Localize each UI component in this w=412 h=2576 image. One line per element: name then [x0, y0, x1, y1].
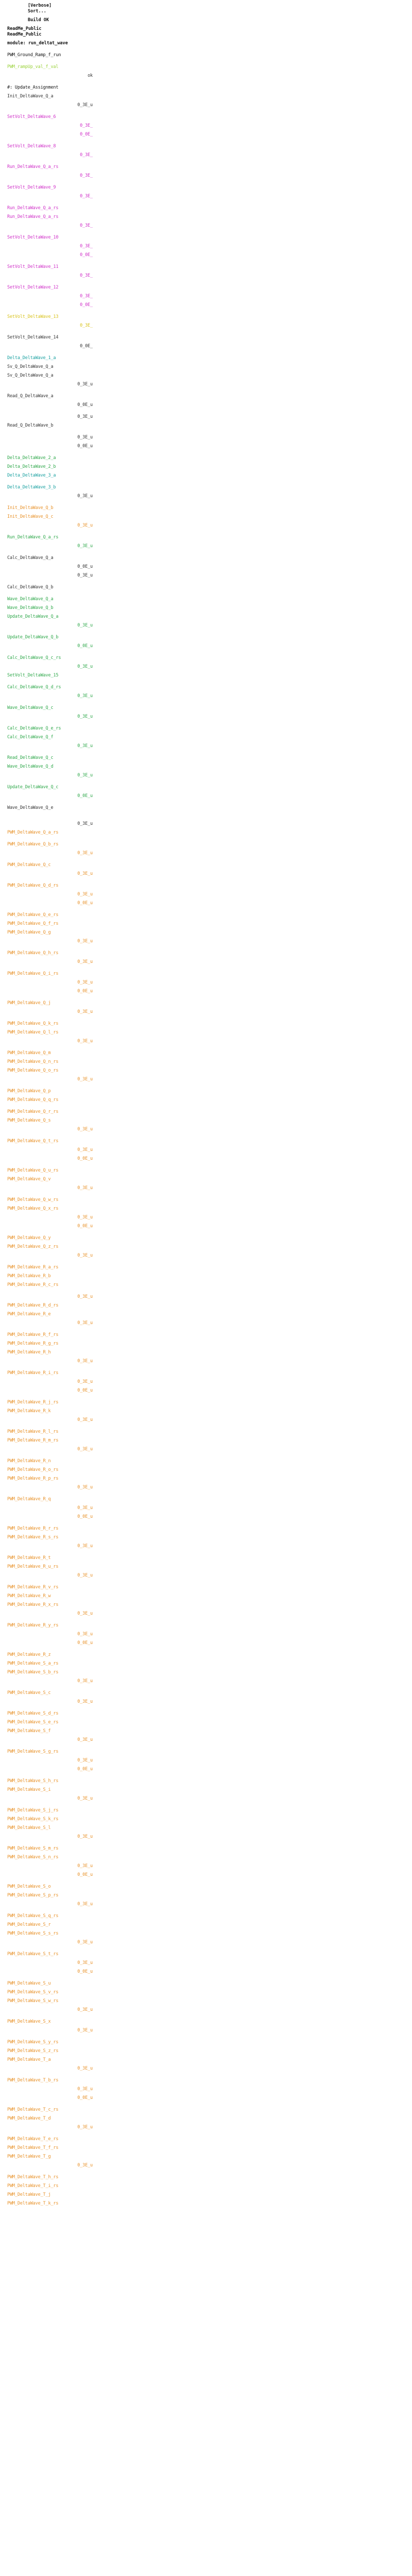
log-entry: 0_3E_u	[77, 1505, 93, 1511]
log-entry: 0_3E_u	[77, 1417, 93, 1422]
log-entry: Wave_DeltaWave_Q_b	[7, 605, 54, 611]
log-entry: Init_DeltaWave_Q_c	[7, 514, 54, 519]
log-entry: 0_0E_u	[77, 1767, 93, 1772]
log-entry: 0_3E_	[80, 194, 93, 199]
log-header-line: ReadMe_Public	[7, 32, 42, 37]
log-header-line: module: run_deltat_wave	[7, 41, 68, 46]
log-entry: Update_DeltaWave_Q_a	[7, 614, 59, 619]
log-entry: 0_0E_	[80, 344, 93, 349]
log-entry: 0_0E_u	[77, 564, 93, 569]
log-entry: 0_3E_u	[77, 2125, 93, 2130]
log-entry: PWM_DeltaWave_T_g	[7, 2154, 51, 2159]
log-entry: PWM_DeltaWave_R_k	[7, 1409, 51, 1414]
log-entry: PWM_DeltaWave_S_j_rs	[7, 1808, 59, 1813]
log-entry: 0_3E_u	[77, 693, 93, 699]
log-entry: 0_3E_u	[77, 414, 93, 419]
log-entry: SetVolt_DeltaWave_14	[7, 335, 59, 340]
log-entry: PWM_DeltaWave_R_j_rs	[7, 1400, 59, 1405]
log-entry: PWM_DeltaWave_S_u	[7, 1981, 51, 1986]
log-entry: PWM_DeltaWave_Q_b_rs	[7, 842, 59, 847]
log-entry: PWM_DeltaWave_R_n	[7, 1459, 51, 1464]
log-entry: Calc_DeltaWave_Q_f	[7, 735, 54, 740]
log-entry: SetVolt_DeltaWave_12	[7, 285, 59, 290]
log-entry: 0_0E_u	[77, 1156, 93, 1161]
log-entry: PWM_DeltaWave_Q_v	[7, 1177, 51, 1182]
log-entry: PWM_DeltaWave_Q_f_rs	[7, 921, 59, 926]
log-entry: 0_3E_u	[77, 1573, 93, 1578]
log-entry: 0_3E_u	[77, 1544, 93, 1549]
log-entry: PWM_DeltaWave_R_o_rs	[7, 1467, 59, 1472]
log-entry: 0_0E_	[80, 132, 93, 137]
log-entry: PWM_DeltaWave_Q_l_rs	[7, 1030, 59, 1035]
log-entry: Sv_Q_DeltaWave_Q_a	[7, 373, 54, 378]
log-entry: 0_3E_u	[77, 1320, 93, 1326]
log-entry: SetVolt_DeltaWave_8	[7, 144, 56, 149]
log-entry: Delta_DeltaWave_1_a	[7, 355, 56, 361]
log-entry: 0_3E_u	[77, 1485, 93, 1490]
log-entry: SetVolt_DeltaWave_10	[7, 235, 59, 240]
log-entry: PWM_DeltaWave_S_h_rs	[7, 1778, 59, 1784]
log-entry: 0_3E_	[80, 223, 93, 228]
log-entry: PWM_DeltaWave_Q_e_rs	[7, 912, 59, 918]
log-entry: 0_3E_u	[77, 1379, 93, 1384]
log-entry: 0_3E_u	[77, 2028, 93, 2033]
log-entry: 0_3E_u	[77, 939, 93, 944]
log-entry: PWM_DeltaWave_T_a	[7, 2057, 51, 2062]
log-entry: 0_0E_u	[77, 1224, 93, 1229]
log-entry: PWM_DeltaWave_R_h	[7, 1350, 51, 1355]
log-entry: Delta_DeltaWave_2_b	[7, 464, 56, 469]
log-entry: PWM_DeltaWave_R_g_rs	[7, 1341, 59, 1346]
log-entry: PWM_DeltaWave_S_x	[7, 2019, 51, 2024]
log-entry: 0_3E_u	[77, 1127, 93, 1132]
log-entry: 0_0E_u	[77, 1872, 93, 1877]
log-entry: 0_3E_u	[77, 851, 93, 856]
log-entry: 0_3E_u	[77, 1960, 93, 1965]
log-entry: PWM_DeltaWave_R_t	[7, 1555, 51, 1561]
log-entry: Calc_DeltaWave_Q_a	[7, 555, 54, 561]
log-entry: 0_0E_u	[77, 793, 93, 799]
log-entry: PWM_DeltaWave_Q_y	[7, 1235, 51, 1241]
log-entry: Update_DeltaWave_Q_b	[7, 635, 59, 640]
log-entry: PWM_DeltaWave_Q_w_rs	[7, 1197, 59, 1202]
log-entry: 0_3E_u	[77, 103, 93, 108]
log-entry: 0_0E_u	[77, 989, 93, 994]
log-entry: 0_3E_u	[77, 1632, 93, 1637]
log-entry: PWM_DeltaWave_Q_n_rs	[7, 1059, 59, 1064]
log-entry: 0_3E_u	[77, 743, 93, 749]
log-entry: PWM_DeltaWave_R_z	[7, 1652, 51, 1657]
log-entry: 0_3E_u	[77, 1737, 93, 1742]
log-entry: 0_3E_u	[77, 1796, 93, 1801]
log-entry: PWM_DeltaWave_T_b_rs	[7, 2078, 59, 2083]
log-entry: PWM_DeltaWave_S_p_rs	[7, 1893, 59, 1898]
log-entry: 0_3E_	[80, 294, 93, 299]
log-entry: SetVolt_DeltaWave_9	[7, 185, 56, 190]
log-entry: PWM_DeltaWave_S_a_rs	[7, 1661, 59, 1666]
log-entry: PWM_DeltaWave_Q_k_rs	[7, 1021, 59, 1026]
log-entry: PWM_DeltaWave_Q_r_rs	[7, 1109, 59, 1114]
log-entry: 0_3E_u	[77, 1215, 93, 1220]
log-entry: 0_3E_u	[77, 2007, 93, 2012]
log-entry: Run_DeltaWave_Q_a_rs	[7, 214, 59, 219]
log-entry: 0_0E_u	[77, 1388, 93, 1393]
log-entry: PWM_DeltaWave_R_s_rs	[7, 1535, 59, 1540]
log-entry: Wave_DeltaWave_Q_a	[7, 597, 54, 602]
log-entry: PWM_DeltaWave_R_l_rs	[7, 1429, 59, 1434]
log-entry: Init_DeltaWave_Q_b	[7, 505, 54, 511]
log-entry: PWM_DeltaWave_Q_o_rs	[7, 1068, 59, 1073]
log-entry: PWM_DeltaWave_Q_j	[7, 1001, 51, 1006]
log-entry: 0_3E_u	[77, 871, 93, 876]
log-entry: PWM_DeltaWave_R_d_rs	[7, 1303, 59, 1308]
log-entry: PWM_DeltaWave_S_s_rs	[7, 1931, 59, 1936]
log-entry: PWM_DeltaWave_Q_i_rs	[7, 971, 59, 976]
log-entry: PWM_DeltaWave_R_a_rs	[7, 1265, 59, 1270]
log-entry: PWM_DeltaWave_Q_q_rs	[7, 1097, 59, 1103]
log-entry: 0_0E_u	[77, 402, 93, 408]
log-header-line: Sort...	[28, 9, 46, 14]
log-entry: 0_3E_u	[77, 544, 93, 549]
log-entry: Sv_Q_DeltaWave_Q_a	[7, 364, 54, 369]
output-log	[7, 3, 95, 2210]
log-entry: SetVolt_DeltaWave_13	[7, 314, 59, 319]
log-entry: 0_3E_	[80, 123, 93, 128]
log-entry: PWM_DeltaWave_S_i	[7, 1787, 51, 1792]
log-entry: PWM_DeltaWave_R_b	[7, 1274, 51, 1279]
log-entry: PWM_DeltaWave_S_q_rs	[7, 1913, 59, 1919]
log-entry: 0_3E_	[80, 323, 93, 328]
log-entry: PWM_DeltaWave_T_i_rs	[7, 2183, 59, 2189]
log-entry: PWM_DeltaWave_S_r	[7, 1922, 51, 1927]
log-entry: PWM_DeltaWave_Q_a_rs	[7, 830, 59, 835]
log-entry: Calc_DeltaWave_Q_b	[7, 585, 54, 590]
log-entry: PWM_DeltaWave_T_h_rs	[7, 2175, 59, 2180]
log-entry: 0_3E_u	[77, 664, 93, 669]
log-entry: 0_3E_u	[77, 1447, 93, 1452]
log-entry: Delta_DeltaWave_3_b	[7, 485, 56, 490]
log-entry: 0_3E_u	[77, 573, 93, 578]
log-entry: 0_3E_	[80, 173, 93, 178]
log-entry: #: Update_Assignment	[7, 85, 59, 90]
log-entry: 0_0E_u	[77, 643, 93, 649]
log-entry: PWM_DeltaWave_T_e_rs	[7, 2137, 59, 2142]
log-entry: Delta_DeltaWave_3_a	[7, 473, 56, 478]
log-entry: PWM_DeltaWave_S_z_rs	[7, 2048, 59, 2054]
log-entry: PWM_DeltaWave_R_f_rs	[7, 1332, 59, 1337]
log-entry: PWM_DeltaWave_Q_c	[7, 862, 51, 868]
log-entry: PWM_DeltaWave_S_m_rs	[7, 1846, 59, 1851]
log-entry: PWM_DeltaWave_S_b_rs	[7, 1670, 59, 1675]
log-entry: 0_3E_u	[77, 2087, 93, 2092]
log-entry: PWM_DeltaWave_Q_m	[7, 1050, 51, 1056]
log-entry: Calc_DeltaWave_Q_c_rs	[7, 655, 61, 660]
log-entry: 0_3E_u	[77, 623, 93, 628]
log-entry: PWM_DeltaWave_T_k_rs	[7, 2201, 59, 2206]
log-entry: PWM_DeltaWave_T_d	[7, 2116, 51, 2121]
log-entry: 0_3E_u	[77, 714, 93, 719]
log-entry: 0_3E_u	[77, 2163, 93, 2168]
log-entry: 0_3E_u	[77, 1294, 93, 1299]
log-entry: 0_3E_u	[77, 1902, 93, 1907]
log-entry: PWM_DeltaWave_R_i_rs	[7, 1370, 59, 1376]
log-entry: PWM_DeltaWave_S_y_rs	[7, 2040, 59, 2045]
log-entry: 0_3E_u	[77, 1147, 93, 1153]
log-entry: Calc_DeltaWave_Q_e_rs	[7, 726, 61, 731]
log-entry: PWM_DeltaWave_R_y_rs	[7, 1623, 59, 1628]
log-entry: PWM_DeltaWave_Q_s	[7, 1118, 51, 1123]
log-entry: 0_3E_u	[77, 1253, 93, 1258]
log-entry: 0_3E_u	[77, 1863, 93, 1869]
log-entry: PWM_DeltaWave_Q_h_rs	[7, 951, 59, 956]
log-entry: PWM_DeltaWave_T_f_rs	[7, 2145, 59, 2150]
log-entry: 0_3E_u	[77, 959, 93, 964]
log-entry: Wave_DeltaWave_Q_d	[7, 764, 54, 769]
log-entry: 0_3E_u	[77, 980, 93, 985]
log-entry: 0_0E_u	[77, 2095, 93, 2100]
log-entry: PWM_DeltaWave_Q_z_rs	[7, 1244, 59, 1249]
log-header-line: Build OK	[28, 18, 49, 23]
log-entry: 0_3E_u	[77, 1758, 93, 1763]
log-entries	[7, 53, 95, 2210]
log-entry: PWM_DeltaWave_R_e	[7, 1312, 51, 1317]
log-entry: 0_3E_u	[77, 1039, 93, 1044]
log-entry: 0_3E_u	[77, 494, 93, 499]
log-entry: Run_DeltaWave_Q_a_rs	[7, 164, 59, 170]
log-entry: 0_3E_	[80, 244, 93, 249]
log-entry: 0_0E_u	[77, 1969, 93, 1974]
log-entry: Run_DeltaWave_Q_a_rs	[7, 535, 59, 540]
log-entry: PWM_DeltaWave_R_w	[7, 1594, 51, 1599]
log-entry: 0_0E_	[80, 252, 93, 258]
log-entry: 0_3E_u	[77, 1077, 93, 1082]
log-entry: PWM_DeltaWave_Q_g	[7, 930, 51, 935]
log-entry: 0_0E_u	[77, 901, 93, 906]
log-entry: PWM_DeltaWave_R_p_rs	[7, 1476, 59, 1481]
log-entry: 0_0E_	[80, 302, 93, 308]
log-entry: 0_3E_u	[77, 2066, 93, 2071]
log-entry: PWM_DeltaWave_S_t_rs	[7, 1952, 59, 1957]
log-entry: PWM_DeltaWave_R_v_rs	[7, 1585, 59, 1590]
log-entry: PWM_DeltaWave_S_d_rs	[7, 1711, 59, 1716]
log-entry: 0_3E_u	[77, 1611, 93, 1616]
log-entry: PWM_DeltaWave_S_n_rs	[7, 1855, 59, 1860]
log-entry: 0_3E_u	[77, 382, 93, 387]
log-entry: SetVolt_DeltaWave_6	[7, 114, 56, 120]
log-entry: PWM_DeltaWave_R_r_rs	[7, 1526, 59, 1531]
log-entry: PWM_DeltaWave_S_c	[7, 1690, 51, 1696]
log-entry: PWM_DeltaWave_T_j	[7, 2192, 51, 2197]
log-entry: 0_0E_u	[77, 444, 93, 449]
log-entry: Read_Q_DeltaWave_b	[7, 423, 54, 428]
log-entry: 0_0E_u	[77, 1640, 93, 1646]
log-entry: PWM_DeltaWave_S_w_rs	[7, 1998, 59, 2004]
log-entry: Delta_DeltaWave_2_a	[7, 455, 56, 461]
log-entry: PWM_DeltaWave_Q_d_rs	[7, 883, 59, 888]
log-entry: 0_0E_u	[77, 1514, 93, 1519]
log-entry: PWM_DeltaWave_S_o	[7, 1884, 51, 1889]
log-entry: 0_3E_u	[77, 1009, 93, 1014]
log-entry: PWM_DeltaWave_S_g_rs	[7, 1749, 59, 1754]
log-entry: Wave_DeltaWave_Q_c	[7, 705, 54, 710]
log-entry: 0_3E_u	[77, 773, 93, 778]
log-entry: PWM_DeltaWave_R_x_rs	[7, 1602, 59, 1607]
log-entry: Read_DeltaWave_Q_c	[7, 755, 54, 760]
log-entry: PWM_DeltaWave_S_k_rs	[7, 1817, 59, 1822]
log-header-line: [Verbose]	[28, 3, 52, 8]
log-entry: 0_3E_u	[77, 892, 93, 897]
log-entry: PWM_DeltaWave_Q_t_rs	[7, 1139, 59, 1144]
log-entry: PWM_DeltaWave_Q_u_rs	[7, 1168, 59, 1173]
log-entry: 0_3E_u	[77, 821, 93, 826]
log-entry: 0_3E_u	[77, 1699, 93, 1704]
log-entry: 0_3E_u	[77, 1185, 93, 1191]
log-entry: SetVolt_DeltaWave_11	[7, 264, 59, 269]
log-entry: SetVolt_DeltaWave_15	[7, 673, 59, 678]
log-entry: Wave_DeltaWave_Q_e	[7, 805, 54, 810]
log-entry: PWM_Ground_Ramp_f_run	[7, 53, 61, 58]
log-entry: PWM_rampUp_val_f_val	[7, 64, 59, 70]
log-entry: 0_3E_u	[77, 1834, 93, 1839]
log-entry: PWM_DeltaWave_S_e_rs	[7, 1720, 59, 1725]
log-entry: PWM_DeltaWave_Q_p	[7, 1089, 51, 1094]
log-entry: 0_3E_u	[77, 523, 93, 528]
log-entry: 0_3E_u	[77, 1679, 93, 1684]
log-entry: 0_3E_	[80, 152, 93, 158]
log-entry: PWM_DeltaWave_T_c_rs	[7, 2107, 59, 2112]
log-header-line: ReadMe_Public	[7, 26, 42, 31]
log-entry: Calc_DeltaWave_Q_d_rs	[7, 685, 61, 690]
log-entry: PWM_DeltaWave_R_m_rs	[7, 1438, 59, 1443]
log-entry: Run_DeltaWave_Q_a_rs	[7, 206, 59, 211]
log-entry: 0_3E_u	[77, 1940, 93, 1945]
log-entry: Update_DeltaWave_Q_c	[7, 785, 59, 790]
log-entry: PWM_DeltaWave_R_c_rs	[7, 1282, 59, 1287]
log-entry: PWM_DeltaWave_R_u_rs	[7, 1564, 59, 1569]
log-entry: PWM_DeltaWave_S_f	[7, 1728, 51, 1734]
log-entry: 0_3E_u	[77, 1359, 93, 1364]
log-entry: PWM_DeltaWave_R_q	[7, 1497, 51, 1502]
log-entry: 0_3E_	[80, 273, 93, 278]
log-entry: PWM_DeltaWave_Q_x_rs	[7, 1206, 59, 1211]
log-entry: PWM_DeltaWave_S_l	[7, 1825, 51, 1831]
log-entry: Init_DeltaWave_Q_a	[7, 94, 54, 99]
log-entry: ok	[88, 73, 93, 78]
log-entry: 0_3E_u	[77, 435, 93, 440]
log-entry: Read_Q_DeltaWave_a	[7, 394, 54, 399]
log-entry: PWM_DeltaWave_S_v_rs	[7, 1990, 59, 1995]
